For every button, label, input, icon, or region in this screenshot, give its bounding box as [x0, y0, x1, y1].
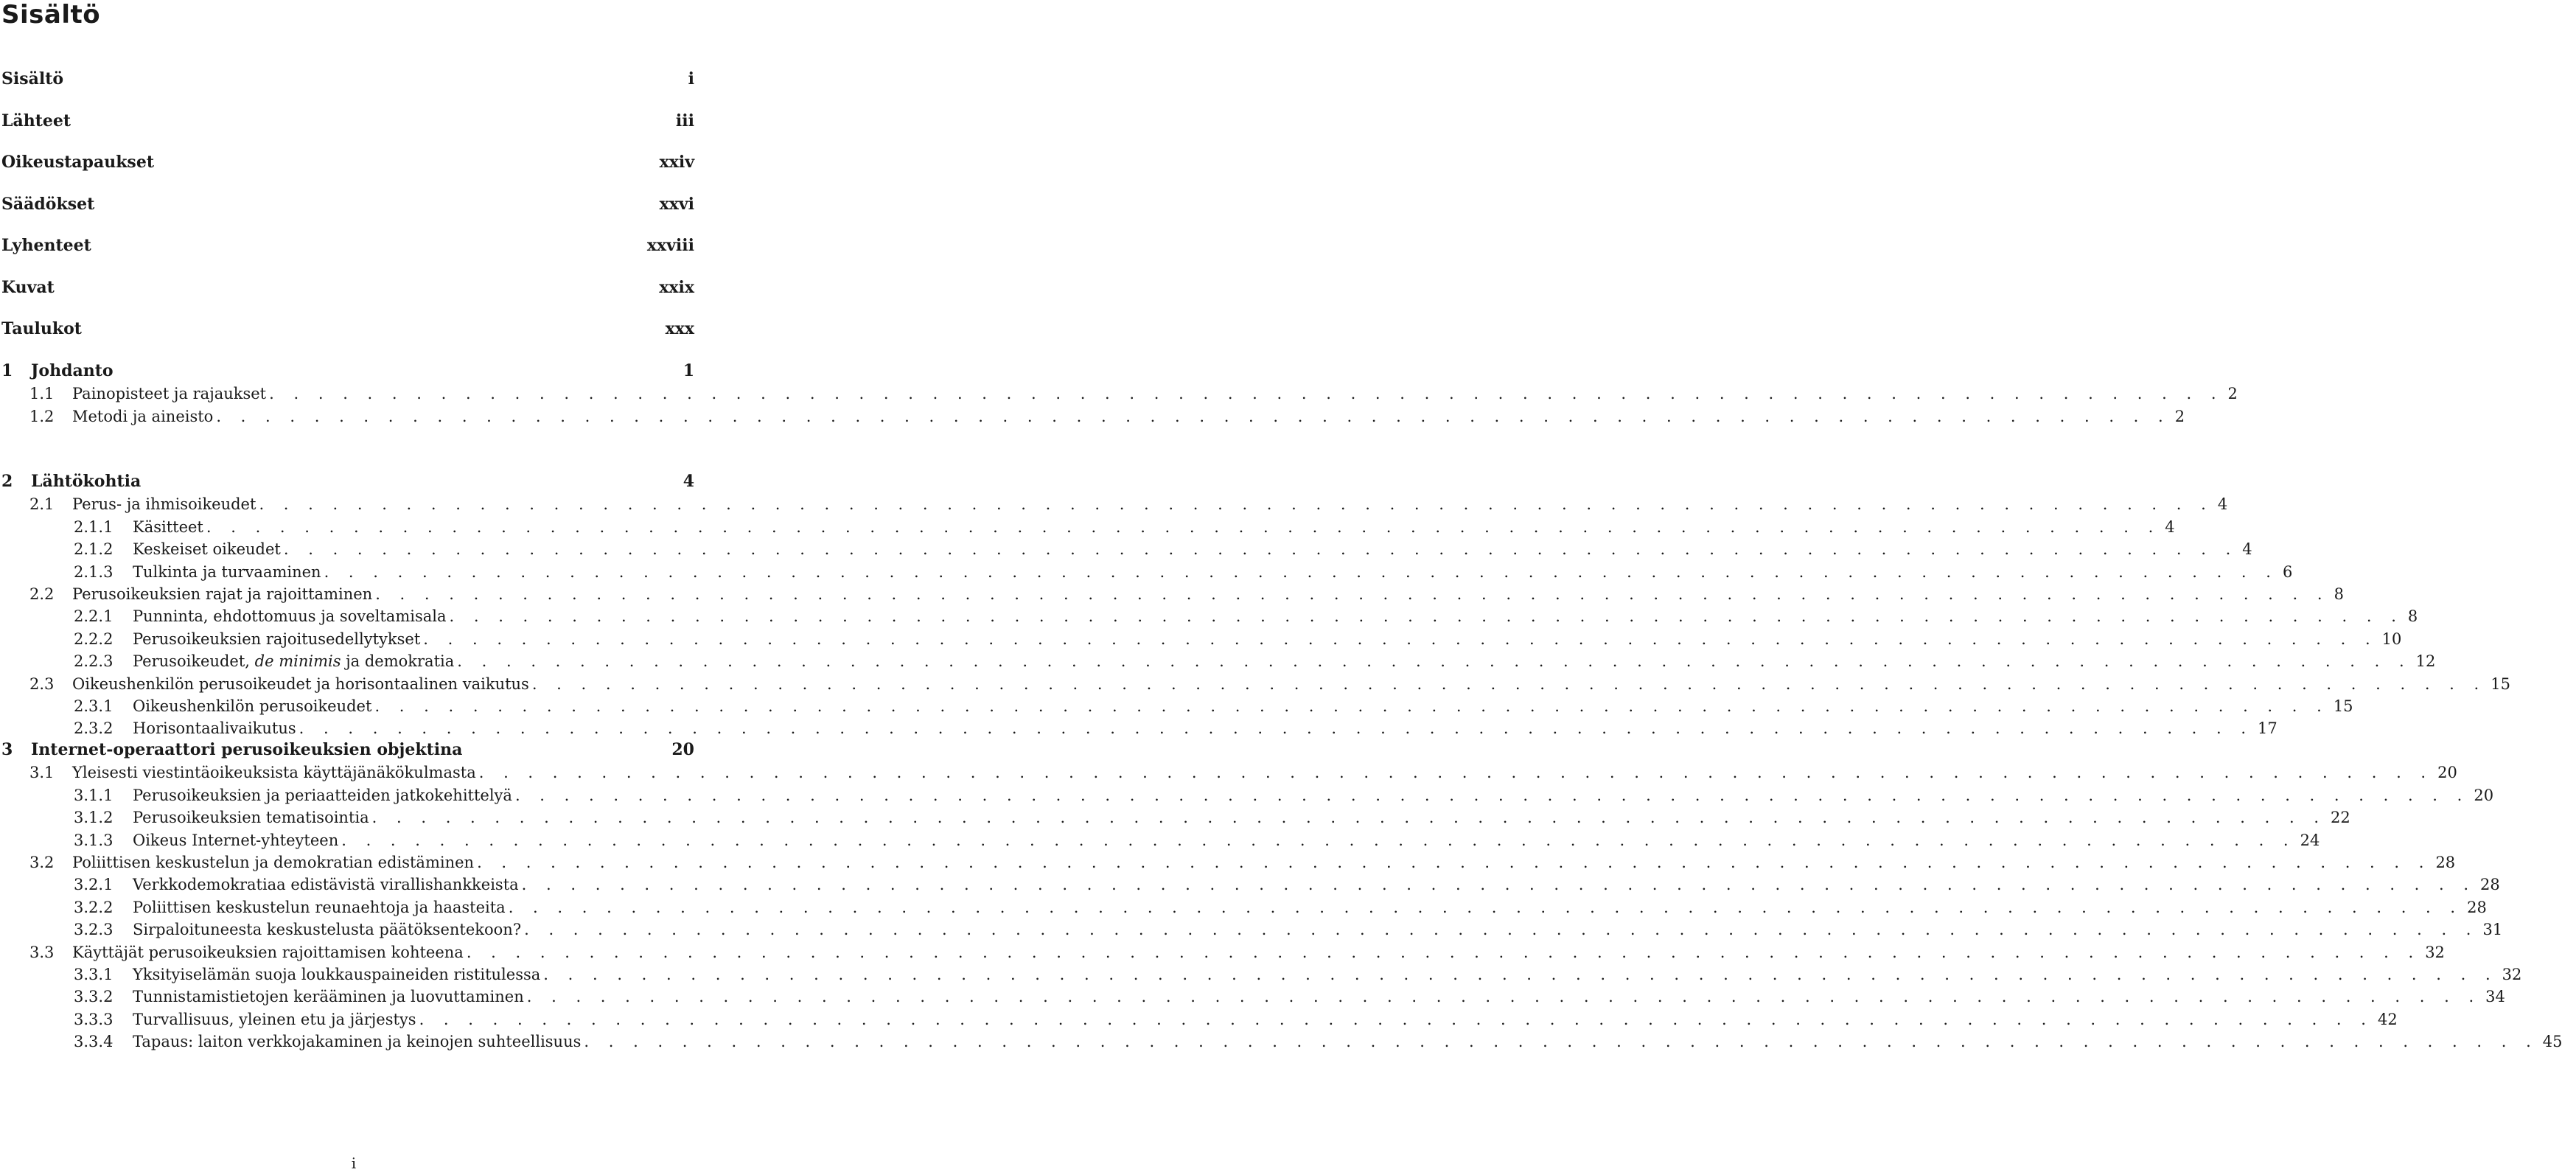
- toc-entry-number: 3.1.1: [74, 787, 114, 804]
- toc-dot-leader: . . . . . . . . . . . . . . . . . . . . . . . . . . . . . . . . . . . . . . . . . . . . . . . . . . . . . . . . . . . . . . . . . . . . . . . . . . . . . . . .: [324, 563, 2278, 581]
- toc-page-number: 32: [2502, 966, 2522, 983]
- toc-entry-number: 3.1: [29, 764, 55, 781]
- toc-dot-leader: . . . . . . . . . . . . . . . . . . . . . . . . . . . . . . . . . . . . . . . . . . . . . . . . . . . . . . . . . . . . . . . . . . . . . . . . . . . . . . . .: [419, 1011, 2373, 1028]
- toc-page-number: 4: [2217, 495, 2228, 513]
- toc-chapter[interactable]: [0, 361, 708, 380]
- toc-entry-title: Käyttäjät perusoikeuksien rajoittamisen kohteena: [72, 944, 464, 961]
- toc-page-number: 15: [2491, 675, 2510, 693]
- toc-page-number: 1: [683, 361, 694, 380]
- toc-subsection[interactable]: [0, 697, 2353, 715]
- page-number: i: [351, 1154, 357, 1172]
- toc-dot-leader: . . . . . . . . . . . . . . . . . . . . . . . . . . . . . . . . . . . . . . . . . . . . . . . . . . . . . . . . . . . . . . . . . . . . . . . . . . . . . . . .: [216, 408, 2171, 425]
- toc-entry-number: 3.2.2: [74, 899, 114, 916]
- toc-entry-title: Metodi ja aineisto: [72, 408, 214, 425]
- toc-entry-number: 2.1.3: [74, 563, 114, 581]
- toc-subsection[interactable]: [0, 563, 2293, 581]
- toc-chapter-number: 2: [1, 472, 13, 491]
- toc-entry-title: Punninta, ehdottomuus ja soveltamisala: [133, 607, 447, 625]
- toc-subsection[interactable]: [0, 921, 2503, 938]
- toc-page-number: 45: [2542, 1033, 2563, 1050]
- toc-page-number: 12: [2415, 652, 2436, 670]
- toc-title-part: Perusoikeudet,: [133, 652, 255, 670]
- toc-dot-leader: . . . . . . . . . . . . . . . . . . . . . . . . . . . . . . . . . . . . . . . . . . . . . . . . . . . . . . . . . . . . . . . . . . . . . . . . . . . . . . . .: [521, 876, 2476, 893]
- toc-dot-leader: . . . . . . . . . . . . . . . . . . . . . . . . . . . . . . . . . . . . . . . . . . . . . . . . . . . . . . . . . . . . . . . . . . . . . . . . . . . . . . . .: [508, 899, 2463, 916]
- toc-page-number: 4: [2242, 540, 2252, 558]
- toc-section[interactable]: [0, 854, 2456, 871]
- toc-chapter-title: Johdanto: [31, 361, 114, 380]
- toc-entry-title: Horisontaalivaikutus: [133, 719, 296, 737]
- toc-entry-number: 3.1.2: [74, 809, 114, 826]
- toc-entry-title: Lähteet: [1, 111, 71, 130]
- toc-page-number: xxvi: [659, 195, 694, 214]
- toc-entry-title: Yleisesti viestintäoikeuksista käyttäjänäkökulmasta: [72, 764, 476, 781]
- toc-page-number: 20: [2474, 787, 2494, 804]
- toc-subsection[interactable]: [0, 876, 2500, 893]
- toc-entry-number: 3.3: [29, 944, 55, 961]
- toc-entry-number: 1.2: [29, 408, 55, 425]
- toc-subsection[interactable]: [0, 1033, 2563, 1050]
- toc-subsection[interactable]: [0, 787, 2494, 804]
- toc-chapter-title: Internet-operaattori perusoikeuksien objektina: [31, 740, 463, 759]
- toc-entry-title: Tapaus: laiton verkkojakaminen ja keinojen suhteellisuus: [133, 1033, 582, 1050]
- toc-entry-title: Tulkinta ja turvaaminen: [133, 563, 321, 581]
- toc-page-number: xxx: [665, 319, 694, 338]
- toc-entry-title: Taulukot: [1, 319, 82, 338]
- toc-entry-front[interactable]: [0, 278, 708, 297]
- toc-dot-leader: . . . . . . . . . . . . . . . . . . . . . . . . . . . . . . . . . . . . . . . . . . . . . . . . . . . . . . . . . . . . . . . . . . . . . . . . . . . . . . . .: [584, 1033, 2538, 1050]
- toc-entry-number: 3.3.2: [74, 988, 114, 1005]
- toc-entry-title: Lyhenteet: [1, 236, 91, 255]
- toc-entry-number: 3.1.3: [74, 831, 114, 849]
- toc-entry-number: 2.2.1: [74, 607, 114, 625]
- toc-page-number: iii: [675, 111, 694, 130]
- toc-entry-title: Yksityiselämän suoja loukkauspaineiden ristitulessa: [133, 966, 541, 983]
- toc-entry-front[interactable]: [0, 236, 708, 255]
- toc-dot-leader: . . . . . . . . . . . . . . . . . . . . . . . . . . . . . . . . . . . . . . . . . . . . . . . . . . . . . . . . . . . . . . . . . . . . . . . . . . . . . . . .: [466, 944, 2421, 961]
- toc-entry-title: Sirpaloituneesta keskustelusta päätöksentekoon?: [133, 921, 522, 938]
- page-title: Sisältö: [1, 0, 101, 29]
- toc-page-number: 28: [2480, 876, 2500, 893]
- toc-dot-leader: . . . . . . . . . . . . . . . . . . . . . . . . . . . . . . . . . . . . . . . . . . . . . . . . . . . . . . . . . . . . . . . . . . . . . . . . . . . . . . . .: [299, 719, 2254, 737]
- toc-entry-title: Perusoikeuksien rajoitusedellytykset: [133, 630, 421, 648]
- toc-subsection[interactable]: [0, 809, 2350, 826]
- toc-entry-title: Perusoikeuksien rajat ja rajoittaminen: [72, 585, 373, 603]
- toc-entry-number: 3.2.1: [74, 876, 114, 893]
- toc-dot-leader: . . . . . . . . . . . . . . . . . . . . . . . . . . . . . . . . . . . . . . . . . . . . . . . . . . . . . . . . . . . . . . . . . . . . . . . . . . . . . . . .: [375, 585, 2330, 603]
- toc-entry-number: 2.3.1: [74, 697, 114, 715]
- toc-dot-leader: . . . . . . . . . . . . . . . . . . . . . . . . . . . . . . . . . . . . . . . . . . . . . . . . . . . . . . . . . . . . . . . . . . . . . . . . . . . . . . . .: [341, 831, 2296, 849]
- toc-entry-front[interactable]: [0, 153, 708, 172]
- toc-section[interactable]: [0, 944, 2445, 961]
- toc-subsection[interactable]: [0, 831, 2320, 849]
- toc-section[interactable]: [0, 764, 2457, 781]
- toc-page-number: 15: [2333, 697, 2353, 715]
- toc-subsection[interactable]: [0, 652, 2436, 670]
- toc-entry-number: 3.2.3: [74, 921, 114, 938]
- toc-page-number: 24: [2300, 831, 2320, 849]
- toc-entry-title: Turvallisuus, yleinen etu ja järjestys: [133, 1011, 416, 1028]
- toc-dot-leader: . . . . . . . . . . . . . . . . . . . . . . . . . . . . . . . . . . . . . . . . . . . . . . . . . . . . . . . . . . . . . . . . . . . . . . . . . . . . . . . .: [449, 607, 2404, 625]
- toc-page-number: 10: [2381, 630, 2402, 648]
- toc-entry-front[interactable]: [0, 69, 708, 88]
- toc-title-emphasis: de minimis: [254, 652, 341, 670]
- toc-dot-leader: . . . . . . . . . . . . . . . . . . . . . . . . . . . . . . . . . . . . . . . . . . . . . . . . . . . . . . . . . . . . . . . . . . . . . . . . . . . . . . . .: [206, 518, 2161, 536]
- toc-entry-number: 2.1: [29, 495, 55, 513]
- toc-entry-title: Verkkodemokratiaa edistävistä virallishankkeista: [133, 876, 519, 893]
- toc-entry-title: Kuvat: [1, 278, 55, 297]
- toc-page-number: 4: [683, 472, 694, 491]
- toc-subsection[interactable]: [0, 540, 2252, 558]
- toc-entry-number: 3.3.3: [74, 1011, 114, 1028]
- toc-subsection[interactable]: [0, 518, 2175, 536]
- toc-section[interactable]: [0, 585, 2344, 603]
- toc-dot-leader: . . . . . . . . . . . . . . . . . . . . . . . . . . . . . . . . . . . . . . . . . . . . . . . . . . . . . . . . . . . . . . . . . . . . . . . . . . . . . . . .: [477, 854, 2432, 871]
- toc-subsection[interactable]: [0, 966, 2522, 983]
- toc-dot-leader: . . . . . . . . . . . . . . . . . . . . . . . . . . . . . . . . . . . . . . . . . . . . . . . . . . . . . . . . . . . . . . . . . . . . . . . . . . . . . . . .: [283, 540, 2238, 558]
- toc-entry-title: [133, 652, 454, 670]
- toc-page-number: 17: [2258, 719, 2277, 737]
- toc-page-number: 8: [2334, 585, 2344, 603]
- toc-subsection[interactable]: [0, 899, 2487, 916]
- toc-page-number: 42: [2377, 1011, 2398, 1028]
- toc-subsection[interactable]: [0, 630, 2402, 648]
- toc-chapter-number: 3: [1, 740, 13, 759]
- toc-dot-leader: . . . . . . . . . . . . . . . . . . . . . . . . . . . . . . . . . . . . . . . . . . . . . . . . . . . . . . . . . . . . . . . . . . . . . . . . . . . . . . . .: [374, 697, 2329, 715]
- toc-dot-leader: . . . . . . . . . . . . . . . . . . . . . . . . . . . . . . . . . . . . . . . . . . . . . . . . . . . . . . . . . . . . . . . . . . . . . . . . . . . . . . . .: [457, 652, 2412, 670]
- toc-page-number: 31: [2482, 921, 2503, 938]
- toc-entry-number: 2.3: [29, 675, 55, 693]
- toc-chapter[interactable]: [0, 472, 708, 491]
- toc-page-number: 28: [2435, 854, 2456, 871]
- toc-title-part: ja demokratia: [341, 652, 455, 670]
- toc-entry-number: 2.1.2: [74, 540, 114, 558]
- toc-chapter[interactable]: [0, 740, 708, 759]
- toc-dot-leader: . . . . . . . . . . . . . . . . . . . . . . . . . . . . . . . . . . . . . . . . . . . . . . . . . . . . . . . . . . . . . . . . . . . . . . . . . . . . . . . .: [543, 966, 2498, 983]
- toc-page-number: 2: [2227, 385, 2238, 402]
- toc-subsection[interactable]: [0, 607, 2418, 625]
- toc-page-number: i: [688, 69, 694, 88]
- toc-entry-number: 3.3.4: [74, 1033, 114, 1050]
- toc-section[interactable]: [0, 675, 2510, 693]
- toc-dot-leader: . . . . . . . . . . . . . . . . . . . . . . . . . . . . . . . . . . . . . . . . . . . . . . . . . . . . . . . . . . . . . . . . . . . . . . . . . . . . . . . .: [524, 921, 2479, 938]
- toc-subsection[interactable]: [0, 988, 2505, 1005]
- toc-entry-title: Oikeushenkilön perusoikeudet: [133, 697, 372, 715]
- toc-entry-title: Säädökset: [1, 195, 95, 214]
- toc-section[interactable]: [0, 408, 2185, 425]
- toc-dot-leader: . . . . . . . . . . . . . . . . . . . . . . . . . . . . . . . . . . . . . . . . . . . . . . . . . . . . . . . . . . . . . . . . . . . . . . . . . . . . . . . .: [526, 988, 2482, 1005]
- toc-dot-leader: . . . . . . . . . . . . . . . . . . . . . . . . . . . . . . . . . . . . . . . . . . . . . . . . . . . . . . . . . . . . . . . . . . . . . . . . . . . . . . . .: [478, 764, 2434, 781]
- toc-page-number: xxiv: [659, 153, 694, 172]
- toc-page-number: 20: [671, 740, 694, 759]
- toc-dot-leader: . . . . . . . . . . . . . . . . . . . . . . . . . . . . . . . . . . . . . . . . . . . . . . . . . . . . . . . . . . . . . . . . . . . . . . . . . . . . . . . .: [514, 787, 2470, 804]
- toc-page-number: 6: [2282, 563, 2293, 581]
- toc-page-number: xxix: [659, 278, 694, 297]
- toc-page-number: xxviii: [646, 236, 694, 255]
- toc-dot-leader: . . . . . . . . . . . . . . . . . . . . . . . . . . . . . . . . . . . . . . . . . . . . . . . . . . . . . . . . . . . . . . . . . . . . . . . . . . . . . . . .: [269, 385, 2224, 402]
- toc-page-number: 4: [2165, 518, 2175, 536]
- toc-page-number: 20: [2437, 764, 2457, 781]
- toc-dot-leader: . . . . . . . . . . . . . . . . . . . . . . . . . . . . . . . . . . . . . . . . . . . . . . . . . . . . . . . . . . . . . . . . . . . . . . . . . . . . . . . .: [259, 495, 2213, 513]
- toc-subsection[interactable]: [0, 719, 2277, 737]
- toc-entry-title: Perus- ja ihmisoikeudet: [72, 495, 256, 513]
- toc-entry-number: 2.2.2: [74, 630, 114, 648]
- toc-dot-leader: . . . . . . . . . . . . . . . . . . . . . . . . . . . . . . . . . . . . . . . . . . . . . . . . . . . . . . . . . . . . . . . . . . . . . . . . . . . . . . . .: [371, 809, 2327, 826]
- toc-page-number: 32: [2425, 944, 2445, 961]
- toc-entry-front[interactable]: [0, 319, 708, 338]
- toc-entry-title: Keskeiset oikeudet: [133, 540, 281, 558]
- toc-entry-title: Käsitteet: [133, 518, 203, 536]
- toc-entry-number: 2.2: [29, 585, 55, 603]
- toc-entry-number: 2.1.1: [74, 518, 114, 536]
- toc-section[interactable]: [0, 385, 2238, 402]
- toc-page-number: 22: [2331, 809, 2350, 826]
- toc-entry-number: 2.3.2: [74, 719, 114, 737]
- toc-chapter-number: 1: [1, 361, 13, 380]
- toc-dot-leader: . . . . . . . . . . . . . . . . . . . . . . . . . . . . . . . . . . . . . . . . . . . . . . . . . . . . . . . . . . . . . . . . . . . . . . . . . . . . . . . .: [423, 630, 2378, 648]
- toc-entry-number: 3.3.1: [74, 966, 114, 983]
- toc-entry-title: Oikeus Internet-yhteyteen: [133, 831, 339, 849]
- toc-entry-number: 3.2: [29, 854, 55, 871]
- toc-page-number: 8: [2407, 607, 2418, 625]
- toc-dot-leader: . . . . . . . . . . . . . . . . . . . . . . . . . . . . . . . . . . . . . . . . . . . . . . . . . . . . . . . . . . . . . . . . . . . . . . . . . . . . . . . .: [531, 675, 2487, 693]
- toc-entry-front[interactable]: [0, 111, 708, 130]
- toc-entry-title: Oikeushenkilön perusoikeudet ja horisontaalinen vaikutus: [72, 675, 529, 693]
- toc-section[interactable]: [0, 495, 2228, 513]
- toc-entry-title: Perusoikeuksien tematisointia: [133, 809, 369, 826]
- toc-entry-title: Poliittisen keskustelun ja demokratian edistäminen: [72, 854, 475, 871]
- toc-entry-title: Oikeustapaukset: [1, 153, 154, 172]
- toc-chapter-title: Lähtökohtia: [31, 472, 142, 491]
- toc-page-number: 34: [2485, 988, 2505, 1005]
- toc-entry-title: Painopisteet ja rajaukset: [72, 385, 267, 402]
- toc-page-number: 28: [2467, 899, 2487, 916]
- toc-entry-title: Perusoikeuksien ja periaatteiden jatkokehittelyä: [133, 787, 512, 804]
- toc-entry-title: Tunnistamistietojen kerääminen ja luovuttaminen: [133, 988, 524, 1005]
- toc-entry-title: Poliittisen keskustelun reunaehtoja ja haasteita: [133, 899, 506, 916]
- toc-subsection[interactable]: [0, 1011, 2398, 1028]
- toc-entry-title: Sisältö: [1, 69, 64, 88]
- toc-entry-number: 1.1: [29, 385, 55, 402]
- toc-entry-front[interactable]: [0, 195, 708, 214]
- toc-page-number: 2: [2174, 408, 2185, 425]
- toc-entry-number: 2.2.3: [74, 652, 114, 670]
